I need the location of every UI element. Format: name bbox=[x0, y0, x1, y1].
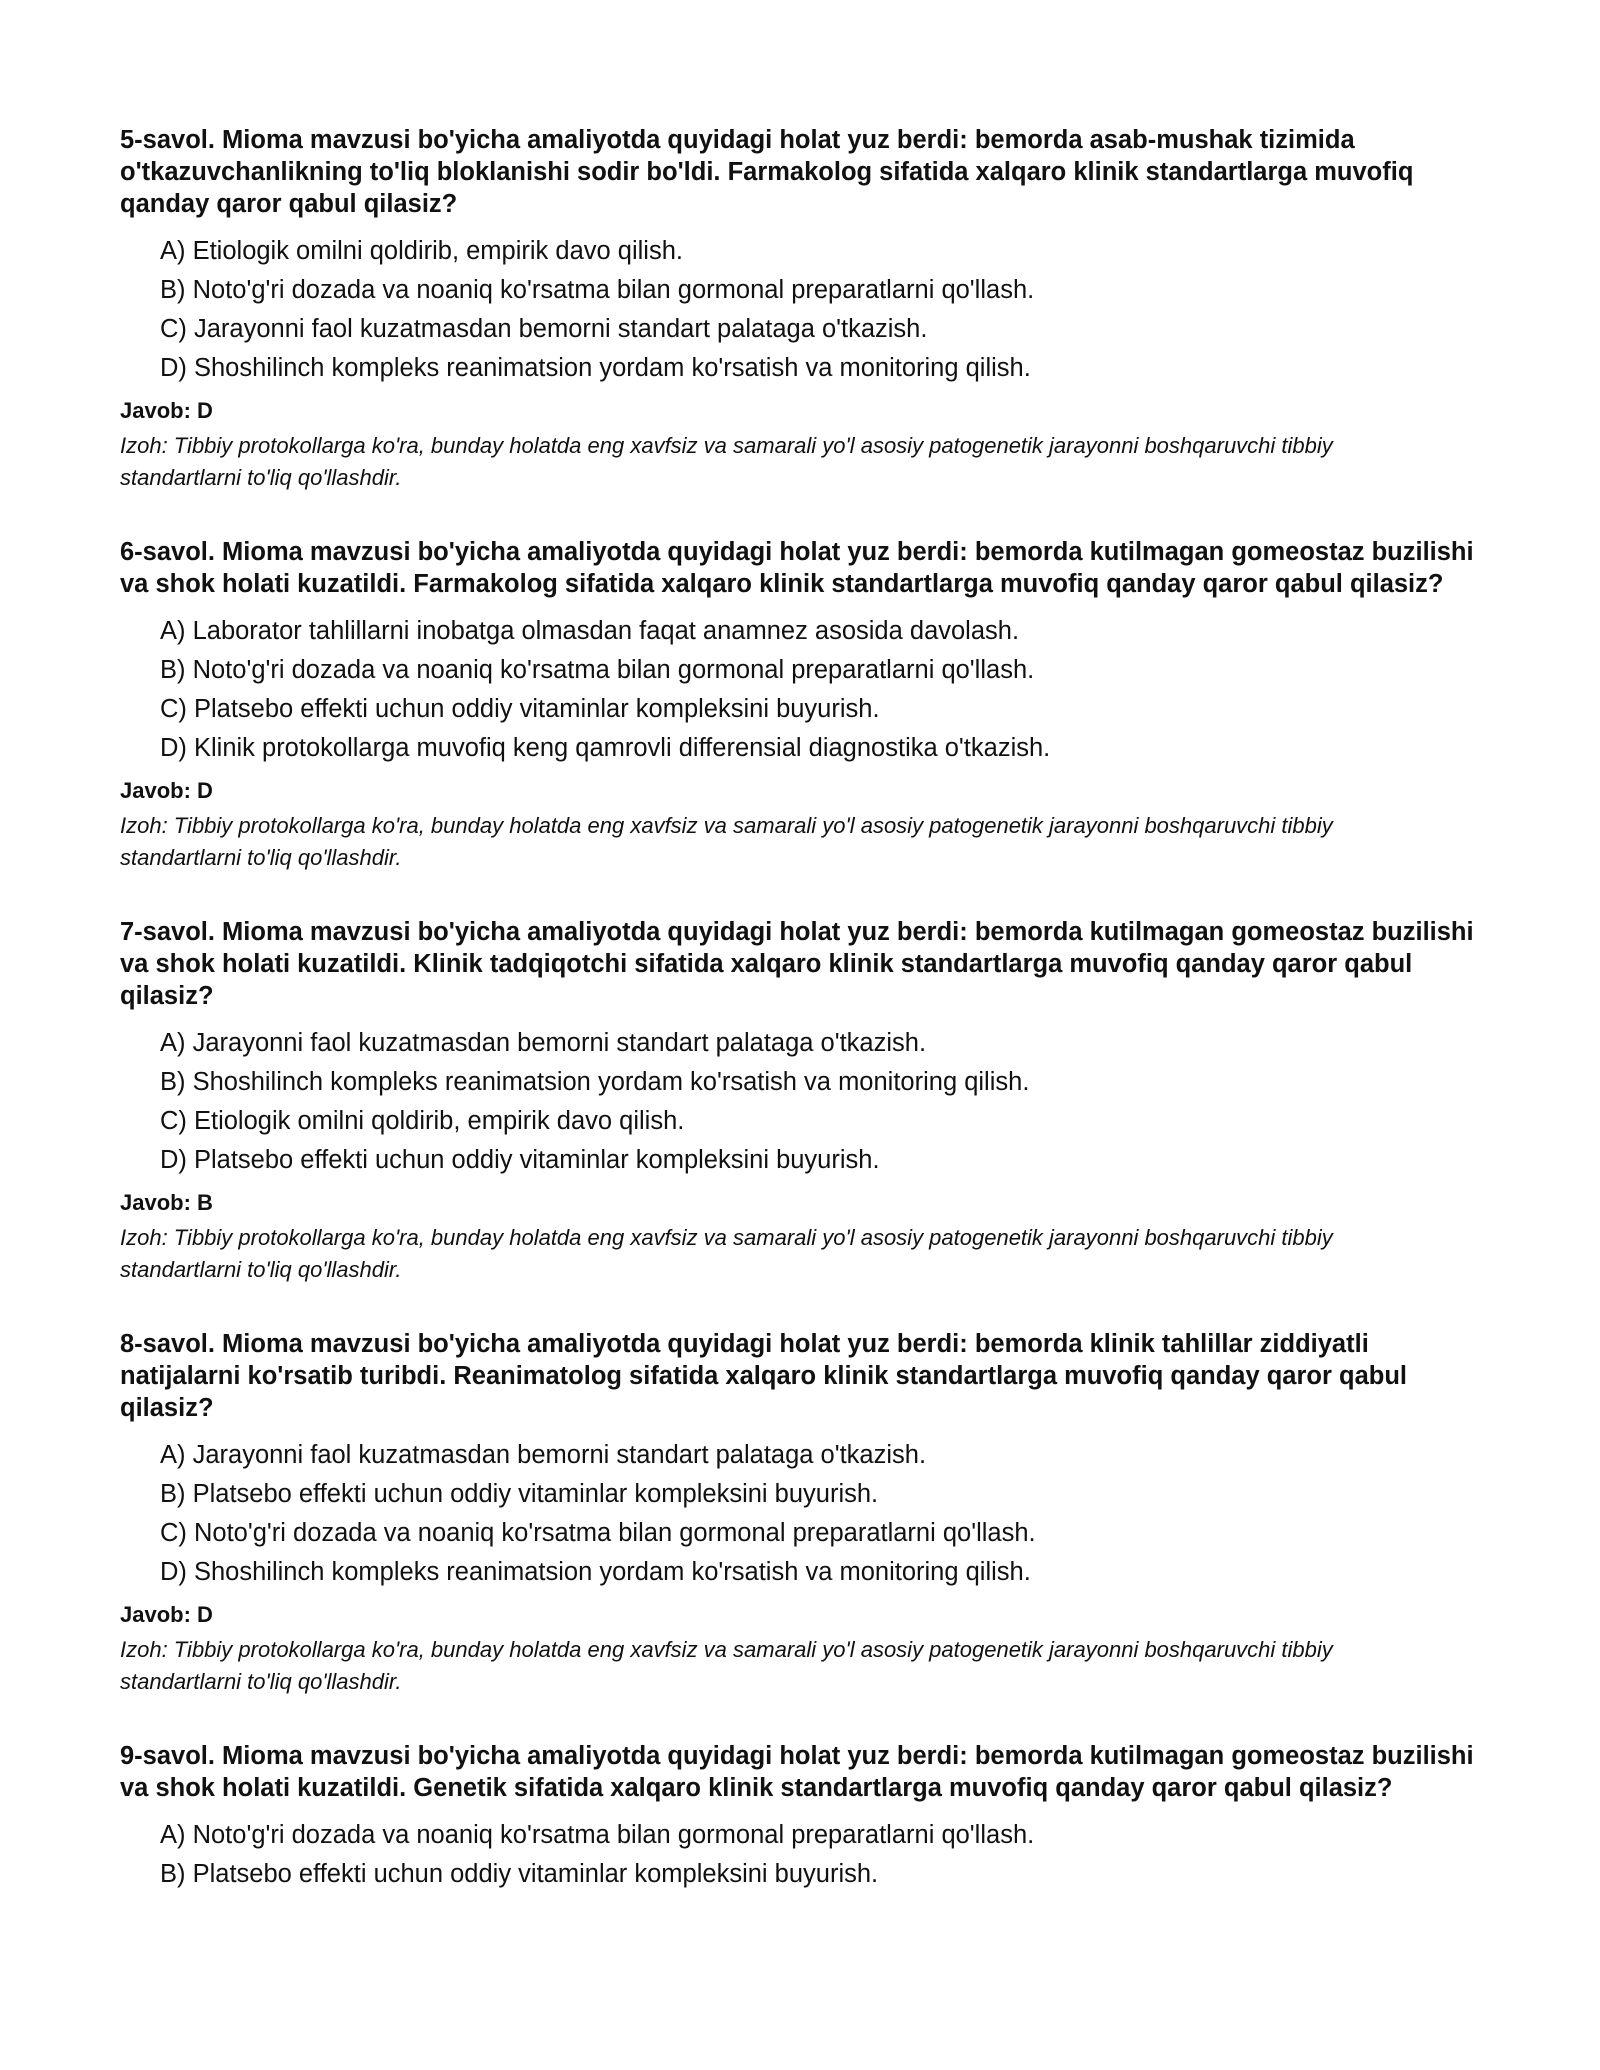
options-list bbox=[120, 612, 1480, 768]
answer-label: Javob: D bbox=[120, 1602, 213, 1627]
option-b: B) Platsebo effekti uchun oddiy vitaminlar kompleksini buyurish. bbox=[160, 1860, 879, 1888]
explanation-note: Izoh: Tibbiy protokollarga ko'ra, bunday holatda eng xavfsiz va samarali yo'l asosiy patogenetik jarayonni boshqaruvchi tibbiy standartlarni to'liq qo'llashdir. bbox=[120, 433, 1333, 490]
options-list bbox=[120, 1024, 1480, 1180]
question-text: 8-savol. Mioma mavzusi bo'yicha amaliyotda quyidagi holat yuz berdi: bemorda klinik tahlillar ziddiyatli natijalarni ko'rsatib turibdi. Reanimatolog sifatida xalqaro klinik standartlarga muvofiq qanday qaror qabul qilasiz? bbox=[120, 1330, 1407, 1422]
option-a: A) Jarayonni faol kuzatmasdan bemorni standart palataga o'tkazish. bbox=[160, 1029, 927, 1057]
option-b: B) Platsebo effekti uchun oddiy vitaminlar kompleksini buyurish. bbox=[160, 1480, 879, 1508]
option-a: A) Noto'g'ri dozada va noaniq ko'rsatma bilan gormonal preparatlarni qo'llash. bbox=[160, 1821, 1035, 1849]
option-c: C) Platsebo effekti uchun oddiy vitaminlar kompleksini buyurish. bbox=[160, 695, 880, 723]
question-text: 9-savol. Mioma mavzusi bo'yicha amaliyotda quyidagi holat yuz berdi: bemorda kutilmagan gomeostaz buzilishi va shok holati kuzatildi. Genetik sifatida xalqaro klinik standartlarga muvofiq qanday qaror qabul qilasiz? bbox=[120, 1742, 1474, 1802]
answer-label: Javob: B bbox=[120, 1190, 213, 1215]
option-c: C) Noto'g'ri dozada va noaniq ko'rsatma bilan gormonal preparatlarni qo'llash. bbox=[160, 1519, 1036, 1547]
option-a: A) Jarayonni faol kuzatmasdan bemorni standart palataga o'tkazish. bbox=[160, 1441, 927, 1469]
document-page bbox=[120, 124, 1480, 1936]
option-d: D) Platsebo effekti uchun oddiy vitaminlar kompleksini buyurish. bbox=[160, 1146, 880, 1174]
option-b: B) Noto'g'ri dozada va noaniq ko'rsatma bilan gormonal preparatlarni qo'llash. bbox=[160, 276, 1035, 304]
question-text: 7-savol. Mioma mavzusi bo'yicha amaliyotda quyidagi holat yuz berdi: bemorda kutilmagan gomeostaz buzilishi va shok holati kuzatildi. Klinik tadqiqotchi sifatida xalqaro klinik standartlarga muvofiq qanday qaror qabul qilasiz? bbox=[120, 918, 1474, 1010]
option-c: C) Jarayonni faol kuzatmasdan bemorni standart palataga o'tkazish. bbox=[160, 315, 928, 343]
option-d: D) Shoshilinch kompleks reanimatsion yordam ko'rsatish va monitoring qilish. bbox=[160, 1558, 1031, 1586]
option-b: B) Shoshilinch kompleks reanimatsion yordam ko'rsatish va monitoring qilish. bbox=[160, 1068, 1030, 1096]
question-8 bbox=[120, 1328, 1480, 1698]
option-a: A) Etiologik omilni qoldirib, empirik davo qilish. bbox=[160, 237, 683, 265]
question-9 bbox=[120, 1740, 1480, 1894]
question-5 bbox=[120, 124, 1480, 494]
option-b: B) Noto'g'ri dozada va noaniq ko'rsatma bilan gormonal preparatlarni qo'llash. bbox=[160, 656, 1035, 684]
options-list bbox=[120, 1816, 1480, 1894]
options-list bbox=[120, 232, 1480, 388]
question-text: 6-savol. Mioma mavzusi bo'yicha amaliyotda quyidagi holat yuz berdi: bemorda kutilmagan gomeostaz buzilishi va shok holati kuzatildi. Farmakolog sifatida xalqaro klinik standartlarga muvofiq qanday qaror qabul qilasiz? bbox=[120, 538, 1474, 598]
options-list bbox=[120, 1436, 1480, 1592]
option-d: D) Klinik protokollarga muvofiq keng qamrovli differensial diagnostika o'tkazish. bbox=[160, 734, 1051, 762]
answer-label: Javob: D bbox=[120, 778, 213, 803]
option-d: D) Shoshilinch kompleks reanimatsion yordam ko'rsatish va monitoring qilish. bbox=[160, 354, 1031, 382]
question-text: 5-savol. Mioma mavzusi bo'yicha amaliyotda quyidagi holat yuz berdi: bemorda asab-mushak tizimida o'tkazuvchanlikning to'liq bloklanishi sodir bo'ldi. Farmakolog sifatida xalqaro klinik standartlarga muvofiq qanday qaror qabul qilasiz? bbox=[120, 126, 1414, 218]
option-a: A) Laborator tahlillarni inobatga olmasdan faqat anamnez asosida davolash. bbox=[160, 617, 1020, 645]
explanation-note: Izoh: Tibbiy protokollarga ko'ra, bunday holatda eng xavfsiz va samarali yo'l asosiy patogenetik jarayonni boshqaruvchi tibbiy standartlarni to'liq qo'llashdir. bbox=[120, 813, 1333, 870]
explanation-note: Izoh: Tibbiy protokollarga ko'ra, bunday holatda eng xavfsiz va samarali yo'l asosiy patogenetik jarayonni boshqaruvchi tibbiy standartlarni to'liq qo'llashdir. bbox=[120, 1637, 1333, 1694]
option-c: C) Etiologik omilni qoldirib, empirik davo qilish. bbox=[160, 1107, 685, 1135]
answer-label: Javob: D bbox=[120, 398, 213, 423]
question-7 bbox=[120, 916, 1480, 1286]
explanation-note: Izoh: Tibbiy protokollarga ko'ra, bunday holatda eng xavfsiz va samarali yo'l asosiy patogenetik jarayonni boshqaruvchi tibbiy standartlarni to'liq qo'llashdir. bbox=[120, 1225, 1333, 1282]
question-6 bbox=[120, 536, 1480, 874]
